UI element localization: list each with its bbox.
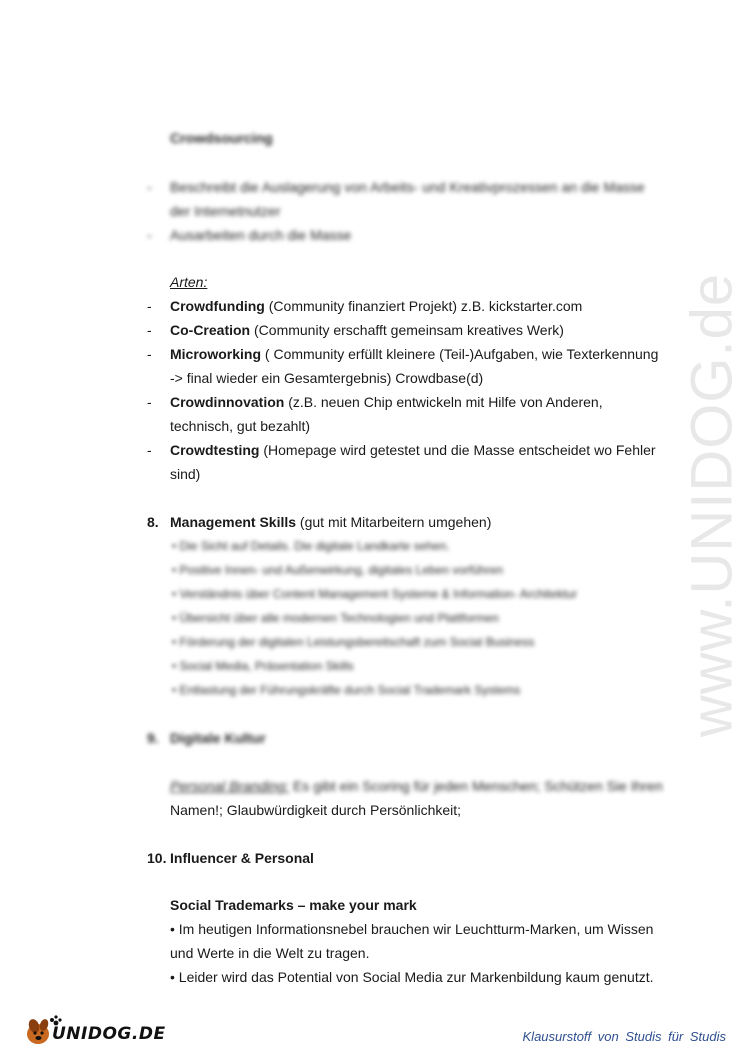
- section-10-heading: Influencer & Personal: [170, 850, 314, 866]
- type-crowdinnovation: Crowdinnovation (z.B. neuen Chip entwickeln mit Hilfe von Anderen,: [170, 394, 603, 410]
- type-crowdtesting-cont: sind): [170, 466, 201, 482]
- logo-wordmark: UNIDOG.DE: [52, 1024, 166, 1044]
- document-page: www.UNIDOG.de Crowdsourcing - Beschreibt die Auslagerung von Arbeits- und Kreativprozessen an die Masse der Internetnutzer - Ausarbeiten durch die Masse Arten: - Crowdfunding (Community finanziert Projekt) z.B. kickstarter.com - Co-Creation (Community erschafft gemeinsam kreatives Werk) - Microworking ( Community erfüllt kleinere (Teil-)Aufgaben, wie Texterkennung -> final wieder ein Gesamtergebnis) Crowdbase(d) - Crowdinnovation (z.B. neuen Chip entwickeln mit Hilfe von Anderen, technisch, gut bezahlt) - Crowdtesting (Homepage wird getestet und die Masse entscheidet wo Fehler sind) 8. Management Skills (gut mit Mitarbeitern umgehen) • Die Sicht auf Details. Die digitale Landkarte sehen. • Positive Innen- und Außenwirkung, digitales Leben vorführen • Verständnis über Content Management Systeme & Information- Architektur • Übersicht über alle modernen Technologien und Plattformen • Förderung der digitalen Leistungsbereitschaft zum Social Business • Social Media, Präsentation Skills • Entlastung der Führungskräfte durch Social Trademark Systems 9. Digitale Kultur Personal Branding: Es gibt ein Scoring für jeden Menschen; Schützen Sie Ihren Namen!; Glaubwürdigkeit durch Persönlichkeit; 10. Influencer & Personal Social Trademarks – make your mark • Im heutigen Informationsnebel brauchen wir Leuchtturm-Marken, um Wissen und Werte in die Welt zu tragen. • Leider wird das Potential von Social Media zur Markenbildung kaum genutzt. UNIDOG.DE Klausurstoff von Studis für Studis: [0, 0, 750, 1059]
- section-8-bullet: • Übersicht über alle modernen Technologien und Plattformen: [172, 611, 499, 625]
- section-10-number: 10.: [147, 850, 167, 866]
- section-10-line: und Werte in die Welt zu tragen.: [170, 945, 370, 961]
- type-microworking: Microworking ( Community erfüllt kleinere (Teil-)Aufgaben, wie Texterkennung: [170, 346, 659, 362]
- section-8-heading: Management Skills (gut mit Mitarbeitern umgehen): [170, 514, 492, 530]
- type-microworking-cont: -> final wieder ein Gesamtergebnis) Crowdbase(d): [170, 370, 484, 386]
- types-label: Arten:: [170, 274, 208, 290]
- type-crowdfunding: Crowdfunding (Community finanziert Projekt) z.B. kickstarter.com: [170, 298, 583, 314]
- intro-bullet-1: Beschreibt die Auslagerung von Arbeits- und Kreativprozessen an die Masse: [170, 179, 645, 195]
- intro-bullet-2: Ausarbeiten durch die Masse: [170, 227, 352, 243]
- section-10-line: • Im heutigen Informationsnebel brauchen wir Leuchtturm-Marken, um Wissen: [170, 921, 654, 937]
- section-8-bullet: • Positive Innen- und Außenwirkung, digitales Leben vorführen: [172, 563, 504, 577]
- section-8-bullet: • Entlastung der Führungskräfte durch Social Trademark Systems: [172, 683, 521, 697]
- personal-branding-cont: Namen!; Glaubwürdigkeit durch Persönlichkeit;: [170, 802, 462, 818]
- section-8-bullet: • Verständnis über Content Management Systeme & Information- Architektur: [172, 587, 578, 601]
- intro-bullet-1-cont: der Internetnutzer: [170, 203, 281, 219]
- section-9-number: 9.: [147, 730, 159, 746]
- section-8-bullet: • Die Sicht auf Details. Die digitale Landkarte sehen.: [172, 539, 450, 553]
- personal-branding-line: Personal Branding: Es gibt ein Scoring für jeden Menschen; Schützen Sie Ihren: [170, 778, 663, 794]
- section-8-bullet: • Social Media, Präsentation Skills: [172, 659, 354, 673]
- type-crowdtesting: Crowdtesting (Homepage wird getestet und die Masse entscheidet wo Fehler: [170, 442, 656, 458]
- type-co-creation: Co-Creation (Community erschafft gemeinsam kreatives Werk): [170, 322, 564, 338]
- section-8-number: 8.: [147, 514, 159, 530]
- section-9-heading: Digitale Kultur: [170, 730, 266, 746]
- section-heading-crowdsourcing: Crowdsourcing: [170, 130, 273, 146]
- watermark: www.UNIDOG.de: [679, 272, 745, 738]
- type-crowdinnovation-cont: technisch, gut bezahlt): [170, 418, 311, 434]
- social-trademarks-subheading: Social Trademarks – make your mark: [170, 897, 417, 913]
- section-8-bullet: • Förderung der digitalen Leistungsbereitschaft zum Social Business: [172, 635, 535, 649]
- section-10-line: • Leider wird das Potential von Social Media zur Markenbildung kaum genutzt.: [170, 969, 654, 985]
- footer-tagline: Klausurstoff von Studis für Studis: [522, 1029, 726, 1044]
